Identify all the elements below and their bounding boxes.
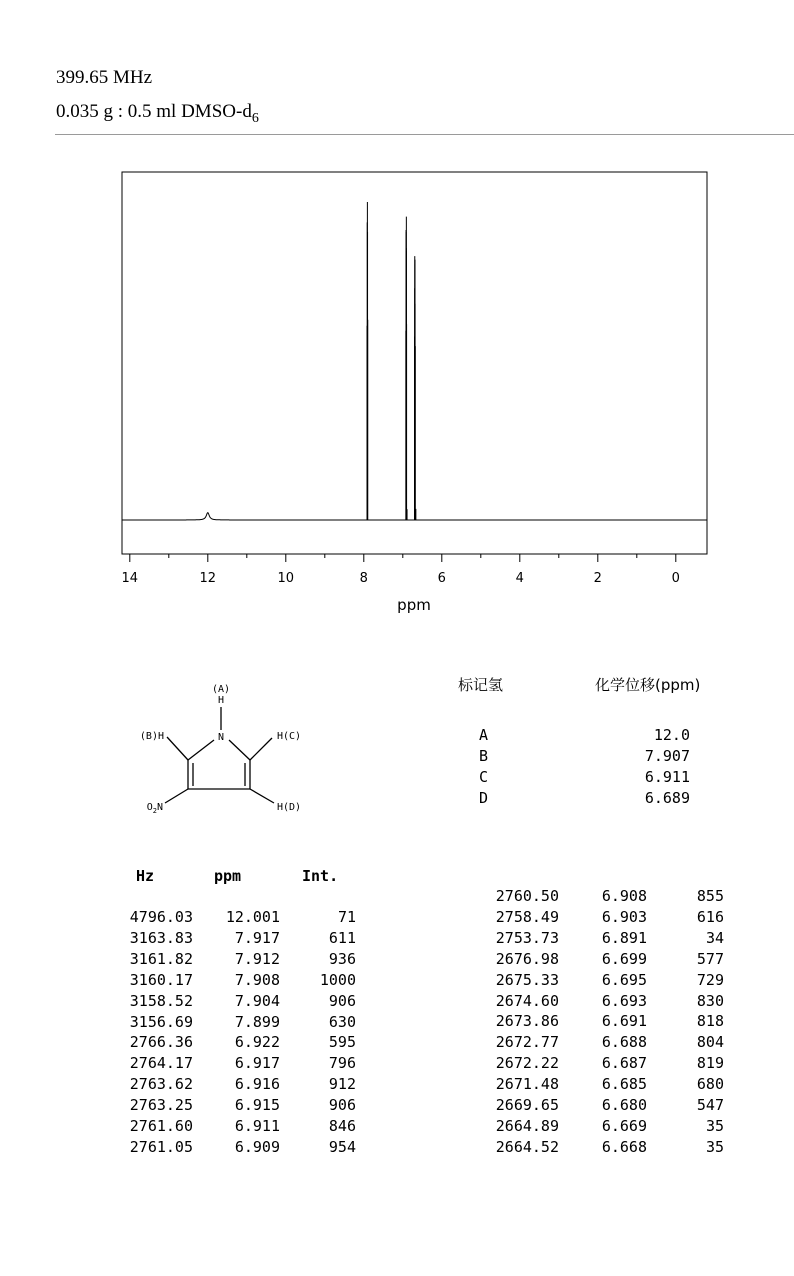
peak-hz: 4796.03 (129, 908, 193, 926)
assignment-header-label: 标记氢 (458, 676, 504, 694)
peak-hz: 2669.65 (495, 1096, 559, 1114)
assignment-shift: 6.689 (644, 788, 690, 807)
x-axis-label: ppm (397, 596, 431, 614)
no2-o: O (146, 802, 153, 813)
peak-hz: 2674.60 (495, 991, 559, 1010)
peak-hz: 2672.77 (495, 1033, 559, 1052)
peak-int: 616 (696, 907, 724, 926)
peak-ppm: 6.695 (601, 970, 647, 989)
peak-hz: 3160.17 (129, 970, 193, 989)
label-d: H(D) (277, 802, 302, 813)
peak-int: 855 (696, 887, 724, 905)
peak-ppm: 12.001 (225, 908, 280, 926)
peak-ppm: 6.922 (234, 1033, 280, 1052)
peak-hz: 3163.83 (129, 928, 193, 947)
x-axis-ticks (130, 554, 676, 562)
peak-hz: 2671.48 (495, 1075, 559, 1094)
sample-subscript: 6 (251, 110, 259, 126)
assignment-shift: 7.907 (644, 746, 690, 765)
peak-hz: 2763.25 (129, 1096, 193, 1115)
x-tick-label: 2 (593, 571, 602, 586)
peak-ppm: 6.909 (234, 1137, 280, 1156)
peak-int: 611 (328, 928, 356, 947)
peak-ppm: 6.687 (601, 1054, 647, 1073)
peak-ppm: 6.891 (601, 928, 647, 947)
peak-int: 577 (696, 949, 724, 968)
peak-hz: 2673.86 (495, 1012, 559, 1031)
x-axis-tick-labels (122, 571, 680, 586)
no2-sub: 2 (152, 807, 157, 815)
peak-int: 846 (328, 1117, 356, 1135)
x-tick-label: 14 (121, 571, 139, 586)
peak-ppm: 6.917 (234, 1054, 280, 1073)
molecule-structure (120, 675, 450, 835)
x-tick-label: 4 (515, 571, 524, 586)
peak-int: 35 (705, 1137, 724, 1156)
assignment-label: B (479, 746, 489, 765)
peak-hz: 3158.52 (129, 991, 193, 1010)
peak-hz: 2761.05 (129, 1137, 193, 1156)
peak-ppm: 7.899 (234, 1012, 280, 1031)
label-h-top: H (217, 695, 225, 706)
peak-ppm: 6.915 (234, 1096, 280, 1115)
peak-table-header-ppm: ppm (214, 867, 242, 885)
peak-ppm: 6.669 (601, 1116, 647, 1135)
peak-int: 818 (696, 1012, 724, 1031)
spectrometer-frequency: 399.65 MHz (56, 67, 153, 88)
peak-int: 630 (328, 1012, 356, 1031)
peak-hz: 2763.62 (129, 1075, 193, 1094)
peak-ppm: 6.680 (601, 1096, 647, 1114)
assignment-label: C (479, 767, 489, 786)
peak-int: 595 (328, 1033, 356, 1052)
peak-int: 796 (328, 1054, 356, 1073)
peak-int: 680 (696, 1075, 724, 1094)
peak-hz: 2676.98 (495, 949, 559, 968)
peak-int: 906 (328, 991, 356, 1010)
x-tick-label: 8 (359, 571, 368, 586)
peak-int: 906 (328, 1096, 356, 1115)
x-tick-label: 10 (277, 571, 295, 586)
peak-int: 936 (328, 949, 356, 968)
peak-hz: 2766.36 (129, 1033, 193, 1052)
x-tick-label: 0 (671, 571, 680, 586)
label-c: H(C) (277, 731, 302, 742)
x-tick-label: 6 (437, 571, 446, 586)
peak-int: 34 (705, 928, 724, 947)
peak-hz: 2760.50 (495, 887, 559, 905)
peak-ppm: 6.693 (601, 991, 647, 1010)
peak-hz: 3156.69 (129, 1012, 193, 1031)
peak-int: 804 (696, 1033, 724, 1052)
label-no2 (147, 802, 163, 815)
peak-ppm: 6.903 (601, 907, 647, 926)
peak-ppm: 7.912 (234, 949, 280, 968)
peak-ppm: 6.699 (601, 949, 647, 968)
peak-hz: 2664.89 (495, 1116, 559, 1135)
peak-int: 35 (705, 1116, 724, 1135)
assignment-shift: 6.911 (644, 767, 690, 786)
peak-ppm: 6.688 (601, 1033, 647, 1052)
peak-int: 547 (696, 1096, 724, 1114)
assignment-label: D (479, 788, 489, 807)
label-a: (A) (211, 684, 231, 695)
assignment-shift: 12.0 (653, 726, 690, 744)
peak-int: 954 (328, 1137, 356, 1156)
peak-ppm: 6.685 (601, 1075, 647, 1094)
peak-hz: 2672.22 (495, 1054, 559, 1073)
peak-table-header-int: Int. (302, 867, 339, 885)
peak-int: 819 (696, 1054, 724, 1073)
peak-int: 1000 (319, 970, 356, 989)
peak-ppm: 7.917 (234, 928, 280, 947)
peak-ppm: 6.908 (601, 887, 647, 905)
peak-hz: 2761.60 (129, 1117, 193, 1135)
peak-ppm: 6.691 (601, 1012, 647, 1031)
peak-int: 71 (337, 908, 356, 926)
label-b: (B)H (139, 731, 164, 742)
peak-int: 729 (696, 970, 724, 989)
peak-int: 830 (696, 991, 724, 1010)
peak-ppm: 7.908 (234, 970, 280, 989)
peak-hz: 2764.17 (129, 1054, 193, 1073)
peak-ppm: 6.911 (234, 1117, 280, 1135)
peak-hz: 2753.73 (495, 928, 559, 947)
peak-table-header-hz: Hz (136, 867, 155, 885)
peak-hz: 2675.33 (495, 970, 559, 989)
peak-hz: 2758.49 (495, 907, 559, 926)
label-n: N (217, 732, 225, 743)
no2-n: N (156, 802, 163, 813)
peak-hz: 2664.52 (495, 1137, 559, 1156)
peak-ppm: 7.904 (234, 991, 280, 1010)
peak-lines (367, 202, 416, 520)
peak-ppm: 6.668 (601, 1137, 647, 1156)
peak-ppm: 6.916 (234, 1075, 280, 1094)
ring-bonds (165, 707, 274, 803)
peak-hz: 3161.82 (129, 949, 193, 968)
peak-int: 912 (328, 1075, 356, 1094)
assignment-header-shift: 化学位移(ppm) (595, 676, 701, 694)
assignment-label: A (479, 726, 489, 744)
x-tick-label: 12 (199, 571, 217, 586)
sample-text: 0.035 g : 0.5 ml DMSO-d (56, 101, 252, 122)
